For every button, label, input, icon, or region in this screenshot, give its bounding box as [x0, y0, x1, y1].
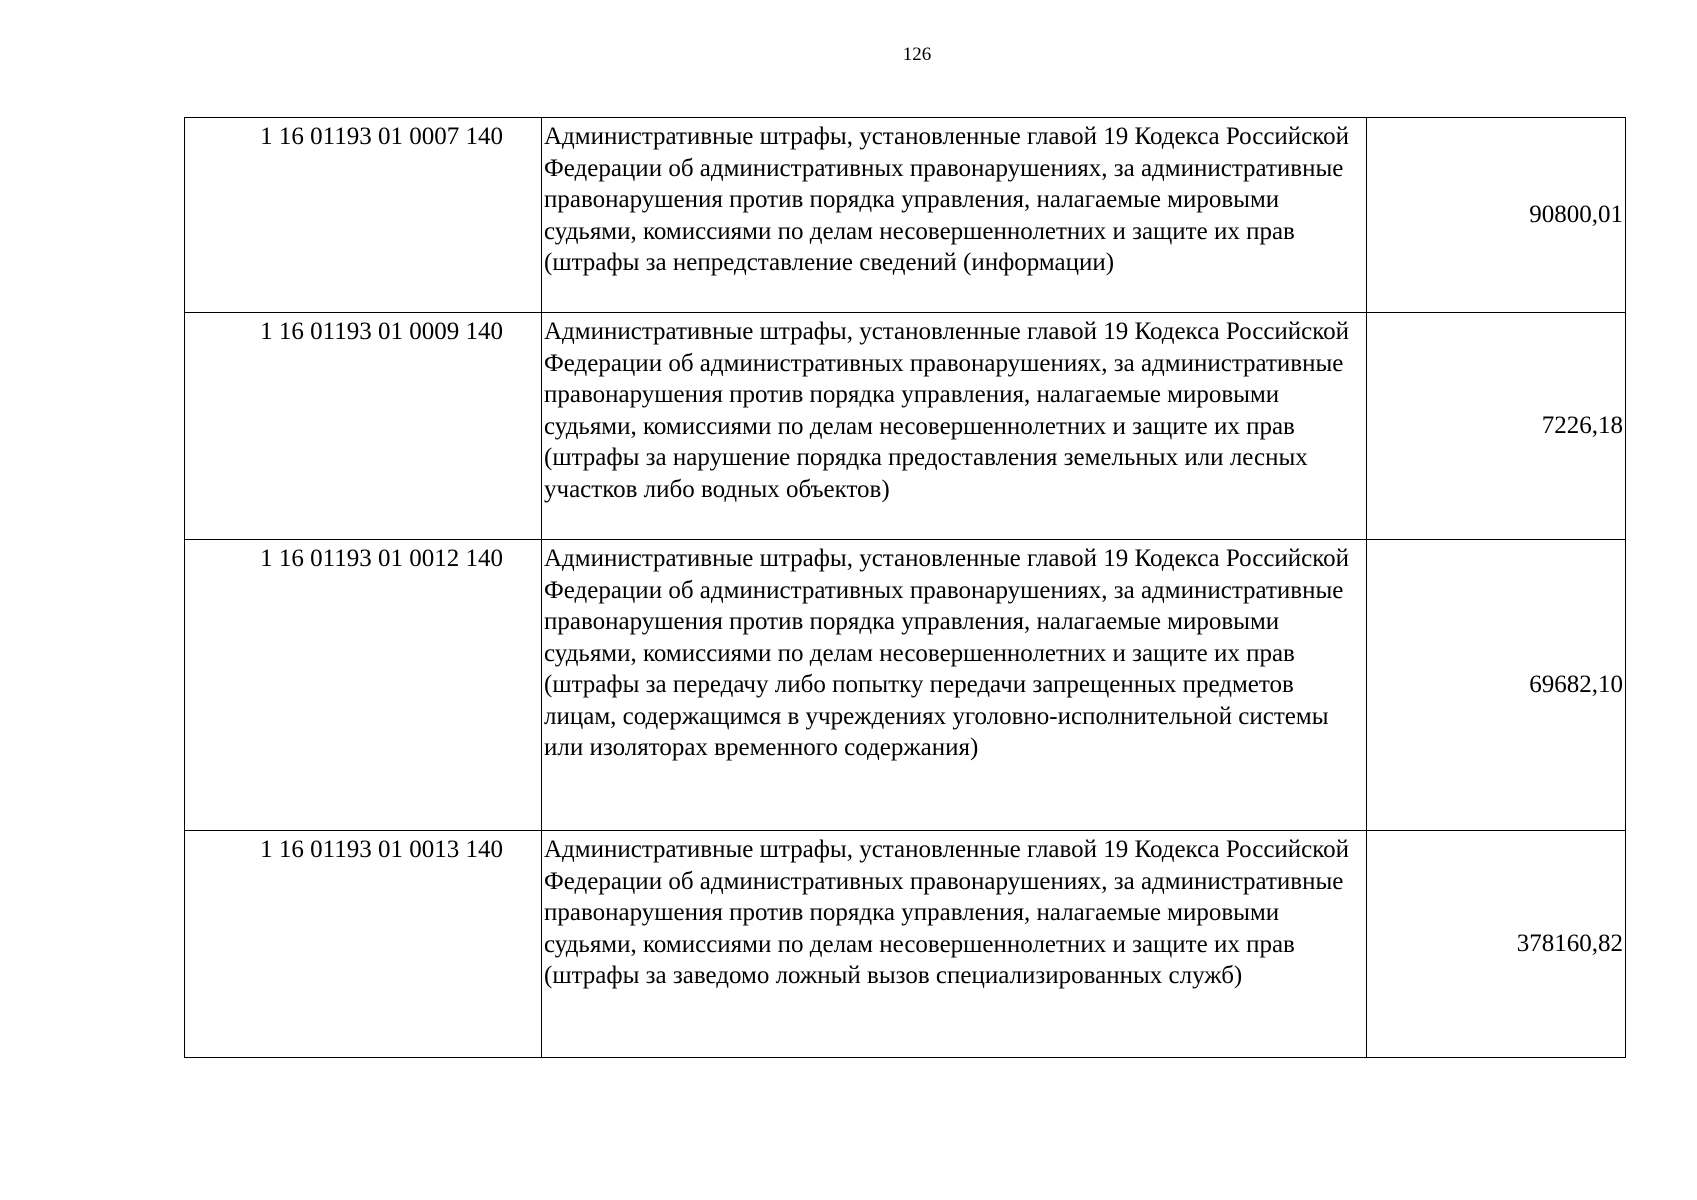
budget-table — [184, 117, 1626, 1058]
budget-code-cell: 1 16 01193 01 0012 140 — [185, 540, 542, 831]
amount-cell: 90800,01 — [1367, 118, 1626, 313]
budget-code-cell: 1 16 01193 01 0009 140 — [185, 313, 542, 540]
table-row — [185, 313, 1626, 540]
table-row — [185, 540, 1626, 831]
description-cell: Административные штрафы, установленные главой 19 Кодекса Российской Федерации об административных правонарушениях, за административные правонарушения против порядка управления, налагаемые мировыми судьями, комиссиями по делам несовершеннолетних и защите их прав (штрафы за нарушение порядка предоставления земельных или лесных участков либо водных объектов) — [542, 313, 1367, 540]
table-row — [185, 118, 1626, 313]
table-row — [185, 831, 1626, 1058]
amount-cell: 69682,10 — [1367, 540, 1626, 831]
description-cell: Административные штрафы, установленные главой 19 Кодекса Российской Федерации об административных правонарушениях, за административные правонарушения против порядка управления, налагаемые мировыми судьями, комиссиями по делам несовершеннолетних и защите их прав (штрафы за передачу либо попытку передачи запрещенных предметов лицам, содержащимся в учреждениях уголовно-исполнительной системы или изоляторах временного содержания) — [542, 540, 1367, 831]
amount-cell: 7226,18 — [1367, 313, 1626, 540]
budget-code-cell: 1 16 01193 01 0013 140 — [185, 831, 542, 1058]
amount-cell: 378160,82 — [1367, 831, 1626, 1058]
budget-code-cell: 1 16 01193 01 0007 140 — [185, 118, 542, 313]
page-number: 126 — [902, 44, 932, 65]
description-cell: Административные штрафы, установленные главой 19 Кодекса Российской Федерации об административных правонарушениях, за административные правонарушения против порядка управления, налагаемые мировыми судьями, комиссиями по делам несовершеннолетних и защите их прав (штрафы за заведомо ложный вызов специализированных служб) — [542, 831, 1367, 1058]
description-cell: Административные штрафы, установленные главой 19 Кодекса Российской Федерации об административных правонарушениях, за административные правонарушения против порядка управления, налагаемые мировыми судьями, комиссиями по делам несовершеннолетних и защите их прав (штрафы за непредставление сведений (информации) — [542, 118, 1367, 313]
